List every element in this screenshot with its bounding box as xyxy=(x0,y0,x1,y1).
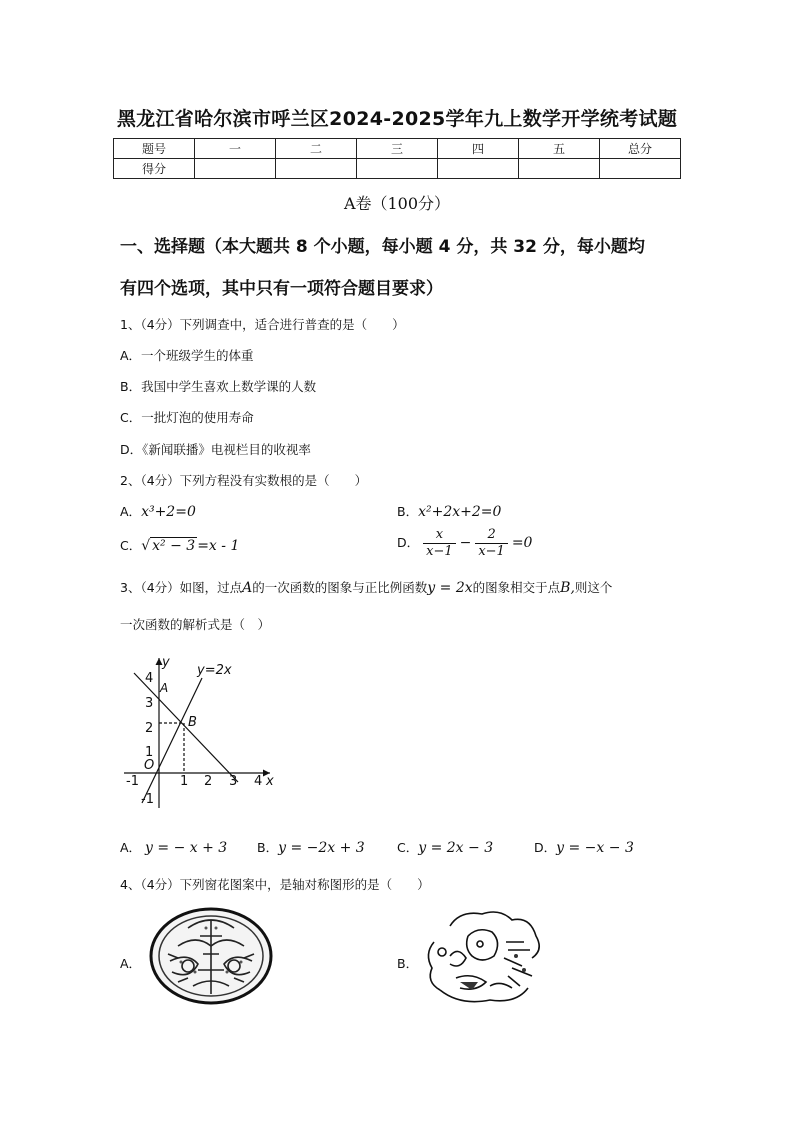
table-cell xyxy=(519,159,600,179)
q2-option-c xyxy=(120,536,239,554)
option-expr: =0 xyxy=(511,535,533,551)
q1-option-b: B．我国中学生喜欢上数学课的人数 xyxy=(120,379,317,394)
x-tick: 1 xyxy=(180,774,189,789)
fraction xyxy=(475,527,508,560)
y-tick: 2 xyxy=(145,721,154,736)
q1-option-c: C．一批灯泡的使用寿命 xyxy=(120,410,254,425)
x-axis-label: x xyxy=(266,774,274,789)
q2-option-b xyxy=(397,502,501,520)
section-heading-line1: 一、选择题（本大题共 8 个小题，每小题 4 分，共 32 分，每小题均 xyxy=(120,237,645,257)
x-tick: -1 xyxy=(126,774,139,789)
q3-option-a xyxy=(120,838,227,856)
option-expr: x²+2x+2=0 xyxy=(418,504,502,520)
option-label: C． xyxy=(397,840,419,855)
x-tick: 2 xyxy=(204,774,213,789)
y-tick: 4 xyxy=(145,671,154,686)
table-cell: 二 xyxy=(276,139,357,159)
option-label: B． xyxy=(257,840,279,855)
q3-option-c xyxy=(397,838,493,856)
table-cell: 得分 xyxy=(114,159,195,179)
numerator: x xyxy=(423,527,456,544)
point-b-label: B xyxy=(188,715,197,730)
score-table xyxy=(113,138,681,179)
table-cell: 总分 xyxy=(600,139,681,159)
radicand: x² − 3 xyxy=(152,538,196,554)
score-table-header-row xyxy=(114,139,681,159)
denominator: x−1 xyxy=(426,544,453,559)
y-tick: 3 xyxy=(145,696,154,711)
numerator: 2 xyxy=(475,527,508,544)
stem-text: 则这个 xyxy=(574,580,613,595)
denominator: x−1 xyxy=(478,544,505,559)
line-label: y=2x xyxy=(197,663,232,678)
option-expr: =x - 1 xyxy=(197,538,240,554)
option-expr: y = 2x − 3 xyxy=(418,840,494,856)
q4-stem: 4、（4分）下列窗花图案中，是轴对称图形的是（ ） xyxy=(120,877,430,892)
section-heading-line2: 有四个选项，其中只有一项符合题目要求） xyxy=(120,279,443,299)
option-expr: x³+2=0 xyxy=(141,504,196,520)
table-cell xyxy=(438,159,519,179)
q4-option-a-label: A． xyxy=(120,956,142,971)
stem-text: 3、（4分）如图，过点 xyxy=(120,580,243,595)
option-expr: y = −2x + 3 xyxy=(278,840,365,856)
stem-text: 的图象相交于点 xyxy=(472,580,561,595)
q2-stem: 2、（4分）下列方程没有实数根的是（ ） xyxy=(120,473,368,488)
option-label: D． xyxy=(534,840,557,855)
minus-sign: − xyxy=(459,535,472,551)
q4-option-b-label: B． xyxy=(397,956,419,971)
point-a-label: A xyxy=(160,681,169,695)
table-cell xyxy=(276,159,357,179)
option-expr: y = −x − 3 xyxy=(556,840,634,856)
table-cell xyxy=(195,159,276,179)
x-tick: 4 xyxy=(254,774,263,789)
option-label: B． xyxy=(397,504,419,519)
option-label: D． xyxy=(397,535,420,550)
q1-stem: 1、（4分）下列调查中，适合进行普查的是（ ） xyxy=(120,317,405,332)
section-subtitle: A卷（100分） xyxy=(343,194,451,213)
exam-title: 黑龙江省哈尔滨市呼兰区2024-2025学年九上数学开学统考试题 xyxy=(116,108,678,130)
q3-graph xyxy=(120,650,280,810)
q1-option-a: A．一个班级学生的体重 xyxy=(120,348,254,363)
table-cell xyxy=(357,159,438,179)
table-cell: 三 xyxy=(357,139,438,159)
q2-option-d xyxy=(397,527,532,560)
option-label: A． xyxy=(120,840,142,855)
table-cell: 题号 xyxy=(114,139,195,159)
paper-cut-a-image xyxy=(148,906,274,1006)
q3-option-d xyxy=(534,838,634,856)
score-table-score-row xyxy=(114,159,681,179)
paper-cut-b-image xyxy=(420,906,546,1010)
q3-stem xyxy=(120,578,612,596)
table-cell: 一 xyxy=(195,139,276,159)
q1-option-d: D．《新闻联播》电视栏目的收视率 xyxy=(120,442,311,457)
point-label: B, xyxy=(560,580,575,596)
x-tick: 3 xyxy=(229,774,238,789)
origin-label: O xyxy=(144,758,155,773)
function-expr: y = 2x xyxy=(427,580,473,596)
y-tick: -1 xyxy=(141,792,154,807)
point-label: A xyxy=(242,580,253,596)
q3-option-b xyxy=(257,838,365,856)
q3-stem-line2: 一次函数的解析式是（ ） xyxy=(120,617,271,632)
radical-sign: √ xyxy=(141,538,151,554)
table-cell: 四 xyxy=(438,139,519,159)
y-axis-label: y xyxy=(162,655,170,670)
table-cell xyxy=(600,159,681,179)
fraction xyxy=(423,527,456,560)
stem-text: 的一次函数的图象与正比例函数 xyxy=(252,580,428,595)
option-expr: y = − x + 3 xyxy=(145,840,228,856)
option-label: C． xyxy=(120,538,142,553)
y-tick: 1 xyxy=(145,745,154,760)
q2-option-a xyxy=(120,502,196,520)
table-cell: 五 xyxy=(519,139,600,159)
option-label: A． xyxy=(120,504,142,519)
